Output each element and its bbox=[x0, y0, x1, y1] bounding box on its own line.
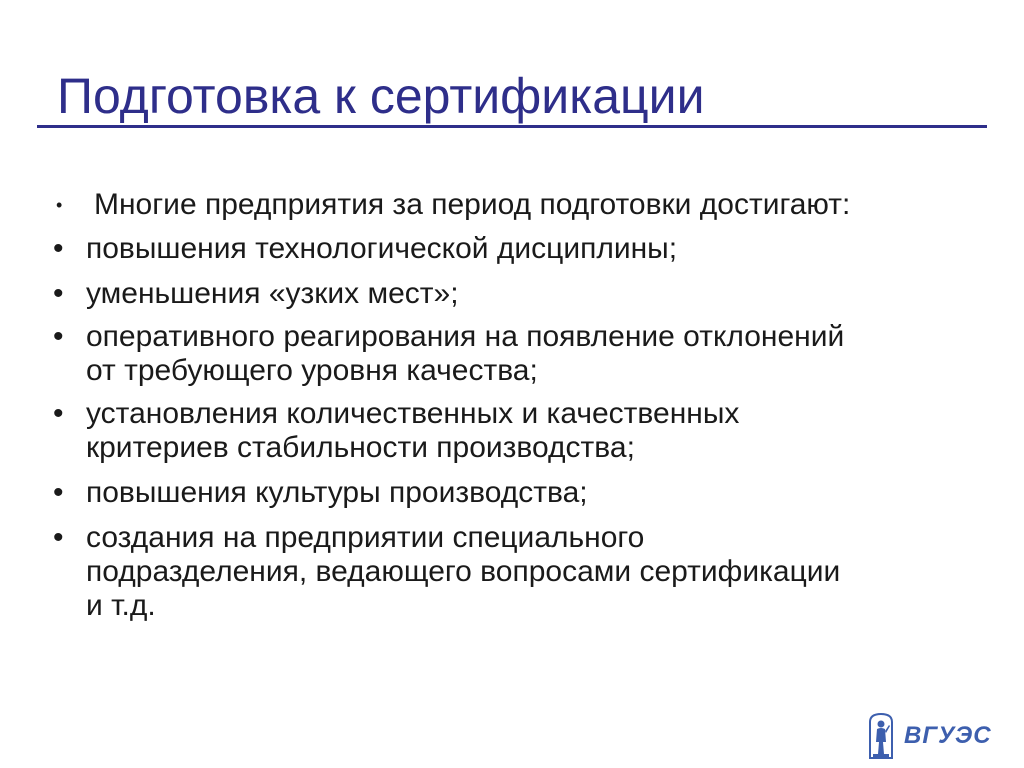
vguies-logo bbox=[866, 712, 992, 760]
bullet-text-line-2: подразделения, ведающего вопросами сертификации bbox=[86, 555, 841, 588]
bullet-text-line-1: создания на предприятии специального bbox=[86, 521, 645, 554]
bullet-text: повышения технологической дисциплины; bbox=[86, 232, 678, 265]
bullet-text: Многие предприятия за период подготовки достигают: bbox=[94, 188, 851, 221]
bullet-text-line-3: и т.д. bbox=[86, 589, 156, 622]
bullet-marker: • bbox=[53, 521, 64, 554]
bullet-marker: • bbox=[56, 195, 63, 215]
bullet-text: уменьшения «узких мест»; bbox=[86, 277, 459, 310]
bullet-marker: • bbox=[53, 476, 64, 509]
bullet-text-line-2: от требующего уровня качества; bbox=[86, 354, 538, 387]
bullet-marker: • bbox=[53, 397, 64, 430]
statue-emblem-icon bbox=[866, 712, 896, 760]
bullet-marker: • bbox=[53, 277, 64, 310]
slide-title: Подготовка к сертификации bbox=[57, 68, 705, 124]
bullet-marker: • bbox=[53, 232, 64, 265]
bullet-text-line-1: установления количественных и качественных bbox=[86, 397, 740, 430]
bullet-text: повышения культуры производства; bbox=[86, 476, 588, 509]
bullet-text-line-2: критериев стабильности производства; bbox=[86, 431, 635, 464]
bullet-text-line-1: оперативного реагирования на появление отклонений bbox=[86, 320, 845, 353]
logo-text: ВГУЭС bbox=[904, 722, 992, 749]
bullet-marker: • bbox=[53, 320, 64, 353]
